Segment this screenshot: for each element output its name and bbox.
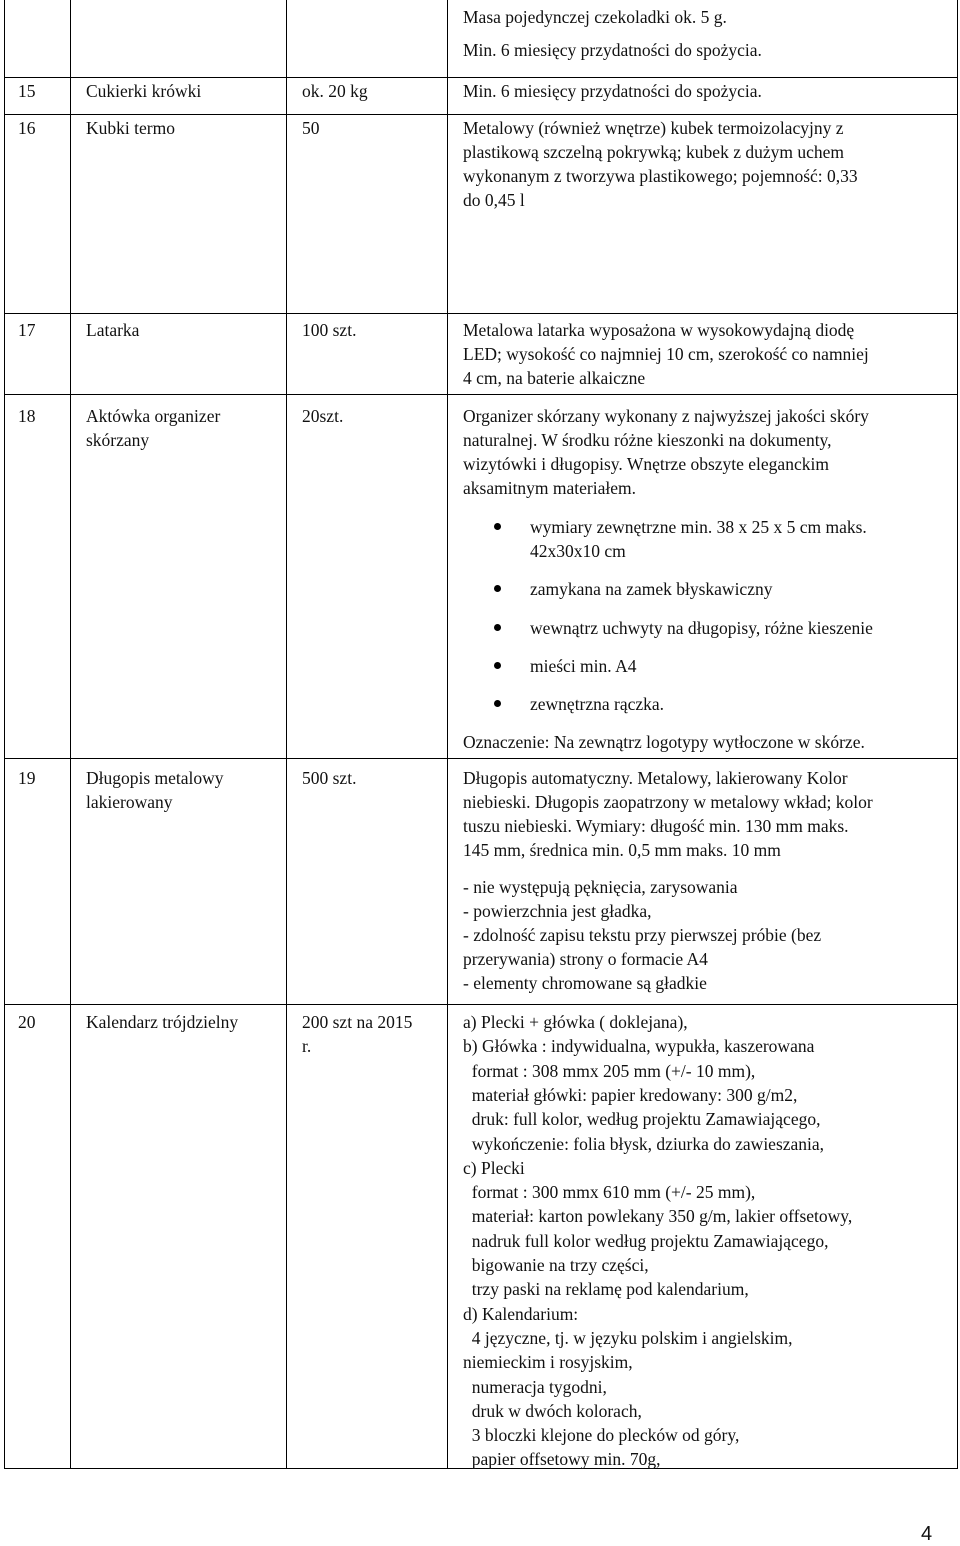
row-quantity: 100 szt. [302,320,357,340]
bullet-item: wewnątrz uchwyty na długopisy, różne kieszenie [530,618,873,638]
row-desc-line: plastikową szczelną pokrywką; kubek z dużym uchem [463,142,844,162]
row-desc-line: LED; wysokość co najmniej 10 cm, szerokość co namniej [463,344,869,364]
row-quantity: r. [302,1036,312,1056]
row-desc-line: 4 cm, na baterie alkaiczne [463,368,646,388]
row-desc-line: Metalowa latarka wyposażona w wysokowydajną diodę [463,320,855,340]
row-desc-line: wykonanym z tworzywa plastikowego; pojemność: 0,33 [463,166,858,186]
row-separator [4,313,958,314]
row-desc-line: niebieski. Długopis zaopatrzony w metalowy wkład; kolor [463,792,873,812]
bullet-dot [494,585,501,592]
row-desc-line: nadruk full kolor według projektu Zamawiającego, [463,1230,829,1251]
row-desc-line: niemieckim i rosyjskim, [463,1352,633,1373]
row-number: 16 [18,118,36,138]
row-name: Długopis metalowy [86,768,224,788]
row-name: Latarka [86,320,140,340]
bullet-dot [494,624,501,631]
row-desc-line: b) Główka : indywidualna, wypukła, kaszerowana [463,1036,815,1057]
row-desc-line: format : 308 mmx 205 mm (+/- 10 mm), [463,1060,756,1081]
row-name: Kalendarz trójdzielny [86,1012,239,1032]
row-desc-line: materiał główki: papier kredowany: 300 g/m2, [463,1084,798,1105]
row-separator [4,758,958,759]
row-number: 15 [18,81,36,101]
row-desc-line: wykończenie: folia błysk, dziurka do zawieszania, [463,1133,825,1154]
row-number: 19 [18,768,36,788]
row-desc-line: przerywania) strony o formacie A4 [463,949,708,969]
row-desc-line: Długopis automatyczny. Metalowy, lakierowany Kolor [463,768,848,788]
row-name: Cukierki krówki [86,81,202,101]
row-desc-line: Masa pojedynczej czekoladki ok. 5 g. [463,7,727,27]
table-border-right [957,0,958,1469]
row-desc-line: druk: full kolor, według projektu Zamawiającego, [463,1109,821,1130]
row-number: 18 [18,406,36,426]
table-border-left [4,0,5,1469]
row-name: Aktówka organizer [86,406,221,426]
row-quantity: ok. 20 kg [302,81,368,101]
row-desc-line: druk w dwóch kolorach, [463,1400,642,1421]
bullet-item: zewnętrzna rączka. [530,694,665,714]
row-desc-line: trzy paski na reklamę pod kalendarium, [463,1279,749,1300]
row-desc-line: papier offsetowy min. 70g, [463,1449,661,1470]
row-desc-line: naturalnej. W środku różne kieszonki na dokumenty, [463,430,832,450]
row-desc-line: numeracja tygodni, [463,1376,607,1397]
row-desc-line: 4 języczne, tj. w języku polskim i angielskim, [463,1327,793,1348]
row-desc-line: a) Plecki + główka ( doklejana), [463,1012,688,1032]
row-desc-line: c) Plecki [463,1157,525,1178]
row-desc-line: Min. 6 miesięcy przydatności do spożycia. [463,40,762,60]
row-desc-line: - elementy chromowane są gładkie [463,973,707,993]
row-desc-line: - zdolność zapisu tekstu przy pierwszej próbie (bez [463,925,822,945]
row-name: lakierowany [86,792,173,812]
row-desc-line: do 0,45 l [463,190,525,210]
bullet-dot [494,523,501,530]
row-name: skórzany [86,430,150,450]
row-separator [4,1004,958,1005]
row-quantity: 50 [302,118,320,138]
row-separator [4,394,958,395]
row-quantity: 20szt. [302,406,344,426]
row-desc-line: format : 300 mmx 610 mm (+/- 25 mm), [463,1182,756,1203]
row-separator [4,77,958,78]
row-desc-line: Metalowy (również wnętrze) kubek termoizolacyjny z [463,118,844,138]
table-divider-desc [447,0,448,1469]
bullet-item: wymiary zewnętrzne min. 38 x 25 x 5 cm maks. [530,517,867,537]
row-desc-line: wizytówki i długopisy. Wnętrze obszyte eleganckim [463,454,829,474]
bullet-item: mieści min. A4 [530,656,637,676]
row-quantity: 500 szt. [302,768,357,788]
row-desc-line: Min. 6 miesięcy przydatności do spożycia. [463,81,762,101]
row-quantity: 200 szt na 2015 [302,1012,413,1032]
bullet-item: 42x30x10 cm [530,541,626,561]
row-desc-line: 145 mm, średnica min. 0,5 mm maks. 10 mm [463,840,781,860]
row-desc-line: 3 bloczki klejone do plecków od góry, [463,1425,740,1446]
table-divider-qty [286,0,287,1469]
bullet-item: zamykana na zamek błyskawiczny [530,579,773,599]
row-desc-line: aksamitnym materiałem. [463,478,637,498]
row-desc-line: tuszu niebieski. Wymiary: długość min. 130 mm maks. [463,816,849,836]
row-desc-line: bigowanie na trzy części, [463,1255,649,1275]
row-desc-line: Organizer skórzany wykonany z najwyższej jakości skóry [463,406,869,426]
row-desc-line: materiał: karton powlekany 350 g/m, lakier offsetowy, [463,1206,853,1227]
row-note: Oznaczenie: Na zewnątrz logotypy wytłoczone w skórze. [463,732,865,752]
row-number: 20 [18,1012,36,1032]
page-number: 4 [921,1523,933,1545]
row-desc-line: - nie występują pęknięcia, zarysowania [463,877,738,897]
row-desc-line: - powierzchnia jest gładka, [463,901,652,921]
bullet-dot [494,700,501,707]
bullet-dot [494,662,501,669]
row-number: 17 [18,320,36,340]
row-name: Kubki termo [86,118,175,138]
row-desc-line: d) Kalendarium: [463,1303,579,1324]
table-divider-name [70,0,71,1469]
row-separator [4,114,958,115]
